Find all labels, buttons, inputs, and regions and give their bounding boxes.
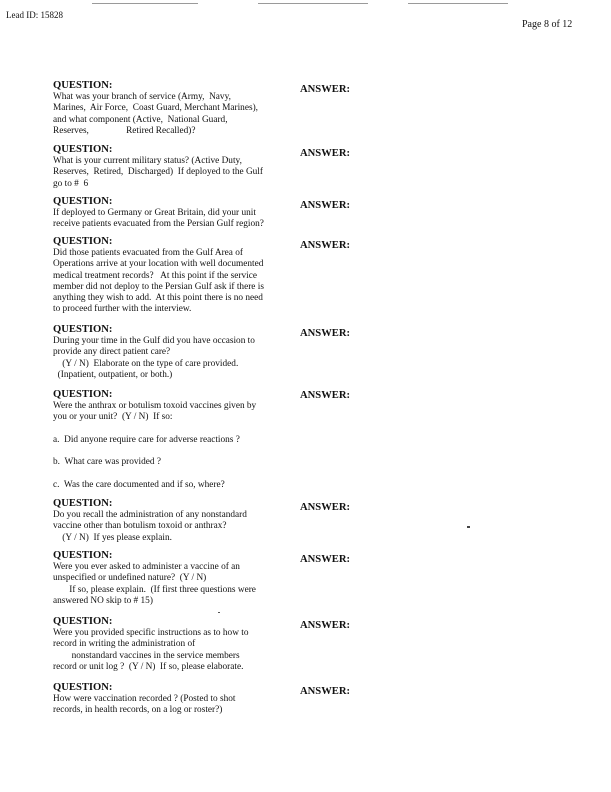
question-text: What is your current military status? (Active Duty,: [53, 156, 242, 166]
question-text: to proceed further with the interview.: [53, 304, 192, 315]
answer-label: ANSWER:: [300, 240, 351, 251]
lead-id: Lead ID: 15828: [6, 10, 63, 20]
question-text: record in writing the administration of: [53, 639, 196, 650]
question-text: [53, 424, 293, 435]
question-label: QUESTION:: [53, 498, 113, 509]
question-text: provide any direct patient care?: [53, 347, 171, 358]
answer-label: ANSWER:: [300, 686, 351, 697]
question-block: [53, 144, 293, 190]
fax-header-rule: [258, 3, 368, 4]
question-text: vaccine other than botulism toxoid or anthrax?: [53, 521, 227, 532]
question-label: QUESTION:: [53, 616, 113, 627]
question-text: If so, please explain. (If first three questions were: [53, 584, 256, 595]
question-text: medical treatment records? At this point if the service: [53, 270, 257, 281]
answer-label: ANSWER:: [300, 554, 351, 565]
question-text: How were vaccination recorded ? (Posted to shot: [53, 694, 236, 704]
question-text: and what component (Active, National Guard,: [53, 114, 228, 125]
answer-label: ANSWER:: [300, 84, 351, 95]
answer-label: ANSWER:: [300, 328, 351, 339]
question-text: unspecified or undefined nature? (Y / N): [53, 573, 207, 584]
question-block: [53, 550, 293, 607]
question-text: [53, 469, 293, 480]
question-text: (Y / N) If yes please explain.: [53, 532, 172, 543]
question-text: Marines, Air Force, Coast Guard, Merchant Marines),: [53, 103, 258, 114]
question-label: QUESTION:: [53, 324, 113, 335]
question-text: Were the anthrax or botulism toxoid vaccines given by: [53, 401, 257, 411]
question-text: answered NO skip to # 15): [53, 595, 153, 606]
question-text: Operations arrive at your location with well documented: [53, 259, 264, 270]
question-text: go to # 6: [53, 178, 89, 189]
question-label: QUESTION:: [53, 196, 113, 207]
question-text: member did not deploy to the Persian Gulf ask if there is: [53, 281, 264, 292]
question-block: [53, 616, 293, 673]
question-label: QUESTION:: [53, 144, 113, 155]
question-text: records, in health records, on a log or roster?): [53, 705, 223, 716]
question-block: [53, 324, 293, 381]
question-text: you or your unit? (Y / N) If so:: [53, 412, 173, 423]
question-block: [53, 389, 293, 491]
question-text: During your time in the Gulf did you have occasion to: [53, 336, 255, 346]
question-text: Were you provided specific instructions as to how to: [53, 628, 249, 638]
question-text: c. Was the care documented and if so, where?: [53, 480, 225, 491]
question-text: Do you recall the administration of any nonstandard: [53, 510, 247, 520]
question-text: anything they wish to add. At this point there is no need: [53, 293, 263, 304]
fax-header-rule: [408, 3, 508, 4]
scan-speck: [467, 526, 470, 528]
question-text: Reserves, Retired Recalled)?: [53, 125, 196, 136]
question-text: receive patients evacuated from the Persian Gulf region?: [53, 219, 264, 230]
question-text: a. Did anyone require care for adverse reactions ?: [53, 434, 240, 445]
question-block: [53, 498, 293, 544]
question-text: (Y / N) Elaborate on the type of care provided.: [53, 358, 239, 369]
question-text: What was your branch of service (Army, Navy,: [53, 92, 231, 102]
answer-label: ANSWER:: [300, 200, 351, 211]
fax-header-rule: [92, 3, 198, 4]
scan-speck: [218, 612, 220, 613]
question-label: QUESTION:: [53, 682, 113, 693]
question-text: (Inpatient, outpatient, or both.): [53, 369, 173, 380]
question-text: Did those patients evacuated from the Gulf Area of: [53, 248, 244, 258]
question-text: record or unit log ? (Y / N) If so, please elaborate.: [53, 661, 244, 672]
page-number: Page 8 of 12: [522, 19, 573, 30]
question-label: QUESTION:: [53, 80, 113, 91]
answer-label: ANSWER:: [300, 502, 351, 513]
question-block: [53, 236, 293, 316]
question-text: Were you ever asked to administer a vaccine of an: [53, 562, 240, 572]
question-text: [53, 446, 293, 457]
question-text: b. What care was provided ?: [53, 457, 161, 468]
question-text: nonstandard vaccines in the service members: [53, 650, 240, 661]
question-block: [53, 80, 293, 137]
question-text: Reserves, Retired, Discharged) If deployed to the Gulf: [53, 167, 263, 178]
question-block: [53, 196, 293, 231]
answer-label: ANSWER:: [300, 148, 351, 159]
question-label: QUESTION:: [53, 236, 113, 247]
question-label: QUESTION:: [53, 550, 113, 561]
question-block: [53, 682, 293, 717]
answer-label: ANSWER:: [300, 620, 351, 631]
question-text: If deployed to Germany or Great Britain, did your unit: [53, 208, 256, 218]
question-label: QUESTION:: [53, 389, 113, 400]
answer-label: ANSWER:: [300, 390, 351, 401]
